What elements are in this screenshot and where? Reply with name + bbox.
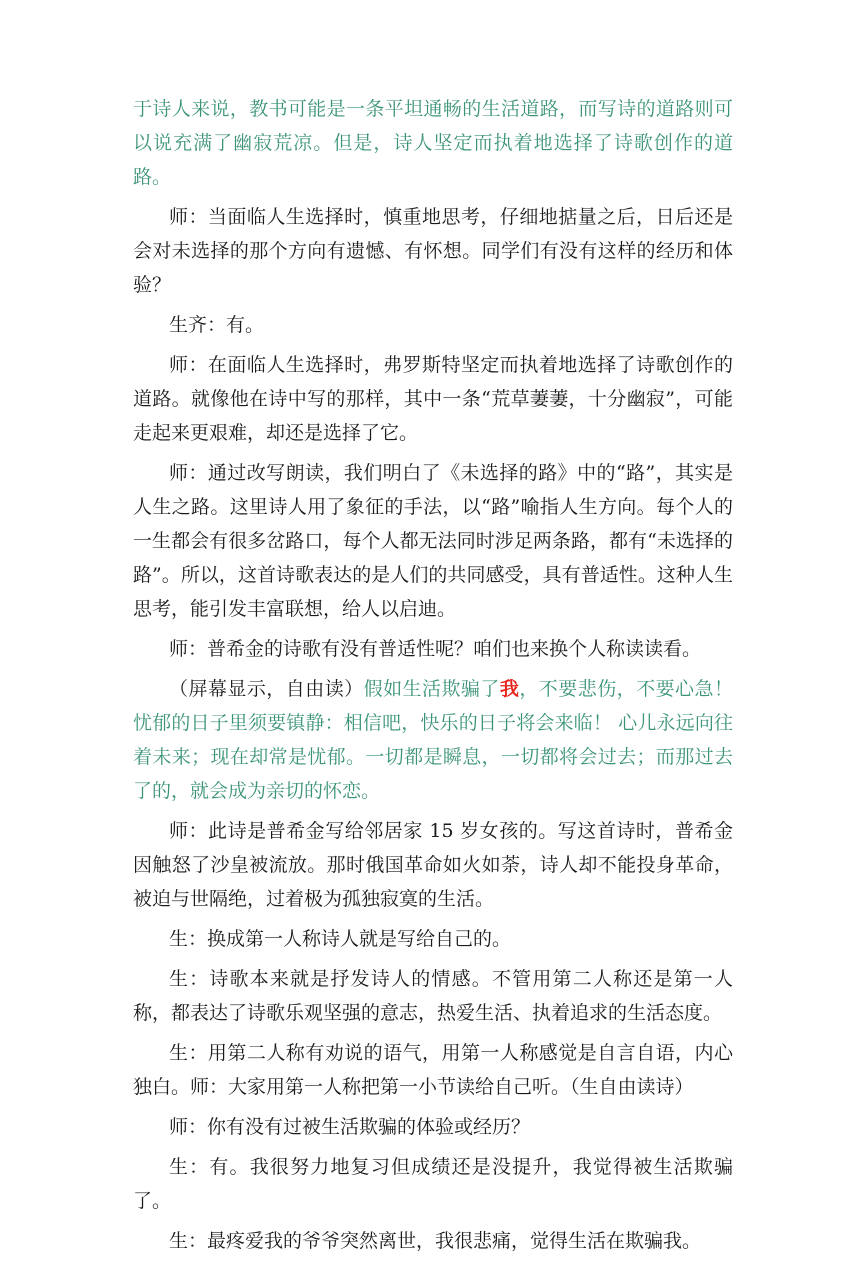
paragraph-teacher: 师：通过改写朗读，我们明白了《未选择的路》中的“路”，其实是人生之路。这里诗人用了象征的手法，以“路”喻指人生方向。每个人的一生都会有很多岔路口，每个人都无法同时涉足两条路，都有“未选择的路”。所以，这首诗歌表达的是人们的共同感受，具有普适性。这种人生思考，能引发丰富联想，给人以启迪。 bbox=[133, 462, 733, 620]
paragraph-teacher: 师：普希金的诗歌有没有普适性呢？咱们也来换个人称读读看。 bbox=[169, 638, 702, 660]
document-body bbox=[133, 92, 733, 1264]
poem-highlight: 我 bbox=[499, 678, 520, 700]
paragraph-poem bbox=[133, 672, 733, 808]
paragraph-teacher: 师：你有没有过被生活欺骗的体验或经历？ bbox=[169, 1116, 531, 1138]
paragraph-teacher: 师：此诗是普希金写给邻居家 15 岁女孩的。写这首诗时，普希金因触怒了沙皇被流放。那时俄国革命如火如荼，诗人却不能投身革命，被迫与世隔绝，过着极为孤独寂寞的生活。 bbox=[133, 820, 733, 910]
paragraph-teacher: 师：当面临人生选择时，慎重地思考，仔细地掂量之后，日后还是会对未选择的那个方向有遗憾、有怀想。同学们有没有这样的经历和体验？ bbox=[133, 206, 733, 296]
paragraph-student: 生：换成第一人称诗人就是写给自己的。 bbox=[169, 928, 512, 950]
paragraph-student: 生：有。我很努力地复习但成绩还是没提升，我觉得被生活欺骗了。 bbox=[133, 1156, 733, 1212]
paragraph-student: 生：最疼爱我的爷爷突然离世，我很悲痛，觉得生活在欺骗我。 bbox=[169, 1230, 702, 1252]
poem-text-b: ，不要悲伤，不要心急！忧郁的日子里须要镇静：相信吧，快乐的日子将会来临！ 心儿永远向往着未来；现在却常是忧郁。一切都是瞬息，一切都将会过去；而那过去了的，就会成为亲切的怀恋。 bbox=[133, 678, 733, 802]
paragraph-student: 生：诗歌本来就是抒发诗人的情感。不管用第二人称还是第一人称，都表达了诗歌乐观坚强的意志，热爱生活、执着追求的生活态度。 bbox=[133, 968, 733, 1024]
paragraph-student: 生：用第二人称有劝说的语气，用第一人称感觉是自言自语，内心独白。师：大家用第一人称把第一小节读给自己听。（生自由读诗） bbox=[133, 1042, 733, 1098]
paragraph-continued: 于诗人来说，教书可能是一条平坦通畅的生活道路，而写诗的道路则可以说充满了幽寂荒凉。但是，诗人坚定而执着地选择了诗歌创作的道路。 bbox=[133, 98, 733, 188]
poem-text-a: 假如生活欺骗了 bbox=[363, 678, 500, 700]
paragraph-students: 生齐：有。 bbox=[169, 314, 265, 336]
screen-note: （屏幕显示，自由读） bbox=[169, 678, 364, 700]
paragraph-teacher: 师：在面临人生选择时，弗罗斯特坚定而执着地选择了诗歌创作的道路。就像他在诗中写的那样，其中一条“荒草萋萋，十分幽寂”，可能走起来更艰难，却还是选择了它。 bbox=[133, 354, 733, 444]
